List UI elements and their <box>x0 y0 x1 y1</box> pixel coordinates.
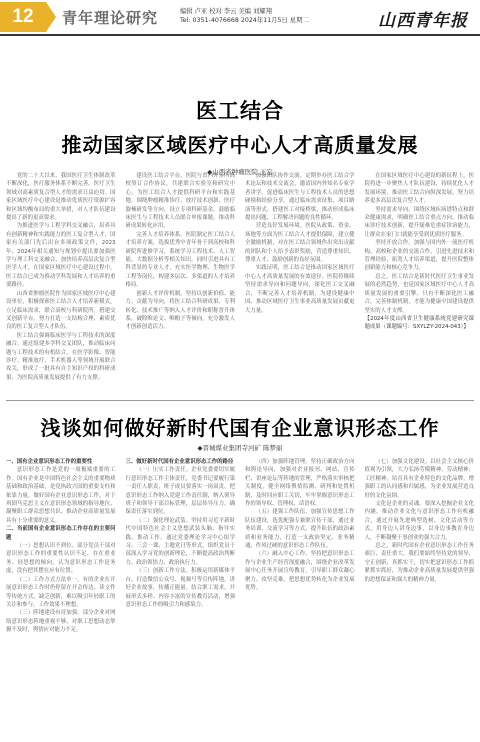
paragraph: （二）工作方式方法单一。有的企业在开展意识形态工作时仍停留在开会传达、读文件等传统方式，缺乏创新，难以吸引年轻职工的关注和参与，工作效果不理想。 <box>6 576 116 608</box>
paragraph: （一）压实工作责任。企业党委要切实履行意识形态工作主体责任，党委书记要履行第一责任人职责，班子成员要落实一岗双责，把意识形态工作纳入党建工作责任制，纳入领导班子和领导干部目标管理，层层传导压力，确保责任落实到位。 <box>125 467 235 516</box>
masthead <box>0 0 480 36</box>
paragraph: （一）思想认识不到位。部分党员干部对意识形态工作的重要性认识不足，存在重业务、轻思想的倾向，认为意识形态工作是务虚，没有把其摆在应有位置。 <box>6 543 116 575</box>
paragraph: （三）创新工作方法。积极运用新媒体平台，打造微信公众号、视频号等宣传阵地，讲好企业故事，传播正能量。结合职工需求，开展形式多样、内容丰富的宣传教育活动，增强意识形态工作的吸引力和感染力。 <box>125 568 235 608</box>
article2-column <box>245 458 355 736</box>
article1-title-line1: 医工结合 <box>196 99 284 123</box>
paragraph: 加强团队协作交流。定期举办医工结合学术论坛和技术交流会，邀请国内外知名专家学者讲学，促进临床医生与工程技术人员的思想碰撞和经验分享。通过临床需求征集、项目路演等形式，搭建医工对接桥梁，推动形成临床提出问题、工程解决问题的良性循环。 <box>245 173 355 222</box>
date-line: Tel: 0351-4076668 2024年11月5日 星期二 <box>180 17 309 24</box>
section-name: 青年理论研究 <box>62 9 159 27</box>
paragraph: 总之，医工结合是新时代医疗卫生事业发展的必然趋势，也是国家区域医疗中心人才高质量发展的重要引擎。只有不断深化医工融合，完善体制机制，才能为健康中国建设提供坚实的人才支撑。 <box>364 273 474 314</box>
paragraph: 山西省肿瘤医院作为国家区域医疗中心建设单位，积极探索医工结合人才培养新模式，立足临床需求，联合高校与科研院所，搭建交叉创新平台，努力打造一支结构合理、素质优良的医工复合型人才队伍。 <box>6 290 116 331</box>
paragraph: 创新人才评价机制。坚持以创新价值、能力、贡献为导向，将医工结合科研成果、专利转化、技术推广等纳入人才评价和职称晋升体系，破除唯论文、唯帽子等倾向，充分激发人才创新创造活力。 <box>125 290 235 331</box>
paragraph: 文化是企业的灵魂。要深入挖掘企业文化内涵，推动企业文化与意识形态工作有机融合，通过开展先进典型选树、文化活动等方式，用身边人讲身边事，以身边事教育身边人，不断凝聚干事创业的强大合力。 <box>364 501 474 541</box>
article2-body <box>6 458 474 736</box>
newspaper-logo: 山西青年报 <box>378 11 468 31</box>
article-divider <box>6 400 474 401</box>
paragraph: 在国家区域医疗中心建设的新征程上，医院将进一步聚焦人才队伍建设，持续优化人才发展环境，推动医工结合向纵深发展，努力培养更多高层次复合型人才。 <box>364 173 474 205</box>
article2-title: 浅谈如何做好新时代国有企业意识形态工作 <box>40 416 440 440</box>
article1-column <box>365 172 475 394</box>
article1-column <box>126 172 236 394</box>
article1-column <box>6 172 116 394</box>
paragraph: 坚持需求导向。围绕区域疾病谱特点和群众健康需求，明确医工结合重点方向，推动临床诊疗技术创新，提升疑难危重症诊治能力，让群众在家门口就能享受到优质医疗服务。 <box>364 206 474 238</box>
paragraph: 总之，新时代国有企业意识形态工作任务艰巨、责任重大。我们要始终坚持党的领导，守正创新、真抓实干，切实把意识形态工作抓紧抓实抓好，为推动企业高质量发展提供坚强的思想保证和强大的精神力量。 <box>364 543 474 583</box>
paragraph: 党的二十大以来，我国医疗卫生体制改革不断深化，医疗服务体系不断完善，医疗卫生领域对高素质复合型人才的需求日益迫切。国家区域医疗中心建设是推动优质医疗资源扩容和区域均衡布局的重大举措，对人才队伍建设提出了新的更高要求。 <box>6 173 116 222</box>
article2-column <box>365 458 475 736</box>
paragraph: 实践证明，医工结合是推动国家区域医疗中心人才高质量发展的有效途径。医院将继续坚持需求导向和问题导向，深化医工交叉融合，不断完善人才培养机制，为建设健康中国、推动区域医疗卫生事业高质量发展贡献更大力量。 <box>245 265 355 314</box>
paragraph: 医工结合强调临床医学与工程技术的深度融合。通过组建多学科交叉团队，推动临床问题与工程技术的有机结合，在医学影像、智能诊疗、精准放疗、手术机器人等领域开展联合攻关，形成了一批具有自主知识产权的科研成果，为医院高质量发展提供了有力支撑。 <box>6 332 116 381</box>
article1-header <box>0 95 480 176</box>
article1-byline: ◆山西省肿瘤医院 王宏 <box>207 168 273 176</box>
article1-title-line2: 推动国家区域医疗中心人才高质量发展 <box>61 133 419 157</box>
article1-body <box>6 172 474 394</box>
editor-line: 编辑 卢亚 校对 李云 美编 刘耀翔 <box>180 8 272 15</box>
page-number: 12 <box>0 2 46 32</box>
article1-column <box>245 172 355 394</box>
paragraph: 完善人才培养体系。医院制定医工结合人才培养方案，选拔优秀中青年骨干到高校和科研院所进修学习，系统学习工程技术、人工智能、大数据分析等相关知识。同时引进具有工科背景的专业人才，充实医学物理、生物医学工程等岗位，构建多层次、多渠道的人才培养格局。 <box>125 231 235 289</box>
paragraph: （二）强化理论武装。坚持用习近平新时代中国特色社会主义思想武装头脑、指导实践、推动工作。通过党委理论学习中心组学习、三会一课、主题党日等形式，组织党员干部深入学习党的创新理论，不断提高政治判断力、政治领悟力、政治执行力。 <box>125 517 235 566</box>
article2-column <box>6 458 116 736</box>
subheading: 一、国有企业意识形态工作的重要性 <box>6 459 93 465</box>
paragraph: （六）融入中心工作。坚持把意识形态工作与企业生产经营深度融合，围绕企业改革发展中心任务开展宣传教育，引导职工群众凝心聚力、攻坚克难，把思想优势转化为企业发展优势。 <box>245 551 355 592</box>
masthead-meta <box>180 7 309 25</box>
masthead-rule <box>0 34 480 36</box>
paragraph: 营造良好发展环境。医院从政策、资金、场地等方面为医工结合人才提供保障，建立健全激励机制，对在医工结合领域作出突出贡献的团队和个人给予表彰奖励，营造尊重知识、尊重人才、鼓励创新的良好氛围。 <box>245 223 355 264</box>
paragraph: 坚持开放合作。加强与国内外一流医疗机构、高校和企业的交流合作，引进先进技术和管理经验，拓宽人才培养渠道，提升医院整体创新能力和核心竞争力。 <box>364 240 474 272</box>
paragraph: 建设医工结合平台。医院与省内外多所高校签订合作协议，共建联合实验室和研究中心，为医工结合人才提供科研平台和实践基地。围绕肿瘤精准诊疗、放疗技术创新、医疗器械研发等方向，设立专项科研基金，鼓励临床医生与工程技术人员联合申报课题，推动科研成果转化应用。 <box>125 173 235 230</box>
paragraph: （三）阵地建设有待加强。部分企业对网络意识形态阵地重视不够，对职工思想动态掌握不及时，舆情应对能力不足。 <box>6 610 116 634</box>
paragraph: （四）加强阵地管理。坚持正确政治方向和舆论导向，加强对企业报刊、网站、宣传栏、讲座论坛等阵地的管理，严格落实审核把关制度。健全网络舆情监测、研判和处置机制，及时回应职工关切，牢牢掌握意识形态工作的领导权、管理权、话语权。 <box>245 459 355 508</box>
paragraph: 为推进医学与工程学科交叉融合，培养具有创新精神和实践能力的医工复合型人才，国家有关部门先后出台多项政策文件，2023年、2024年相关通知与规划中提出要加强医学与理工科交叉融合，加快培养高层次复合型医学人才，在国家区域医疗中心建设过程中，医工结合已成为推动学科发展和人才培养的重要路径。 <box>6 223 116 289</box>
end-note: 【2024年度山西省卫生健康系统党建研究课题成果（课题编号：SXYLZY-2024-043）】 <box>364 315 474 331</box>
paragraph: 意识形态工作是党的一项极端重要的工作。国有企业是中国特色社会主义的重要物质基础和政治基础，是党执政兴国的重要支柱和依靠力量。做好国有企业意识形态工作，对于巩固马克思主义在意识形态领域的指导地位、凝聚职工群众思想共识、推动企业高质量发展具有十分重要的意义。 <box>6 467 116 524</box>
subheading: 三、做好新时代国有企业意识形态工作的路径 <box>125 459 234 465</box>
article2-byline: ◆晋城煤业集团寺河矿 陈梦丽 <box>197 444 283 452</box>
paragraph: （五）建强工作队伍。加强宣传思想工作队伍建设，选优配强专兼职宣传干部，通过业务培训、交流学习等方式，提升队伍的政治素质和业务能力，打造一支政治坚定、业务精通、作风过硬的意识形态工作队伍。 <box>245 509 355 550</box>
article2-column <box>126 458 236 736</box>
paragraph: （七）加强文化建设。以社会主义核心价值观为引领，大力弘扬劳模精神、劳动精神、工匠精神，培育具有企业特色的文化品牌，增强职工的认同感和归属感，为企业发展营造良好的文化氛围。 <box>364 459 474 499</box>
subheading: 二、当前国有企业意识形态工作存在的主要问题 <box>6 526 116 541</box>
